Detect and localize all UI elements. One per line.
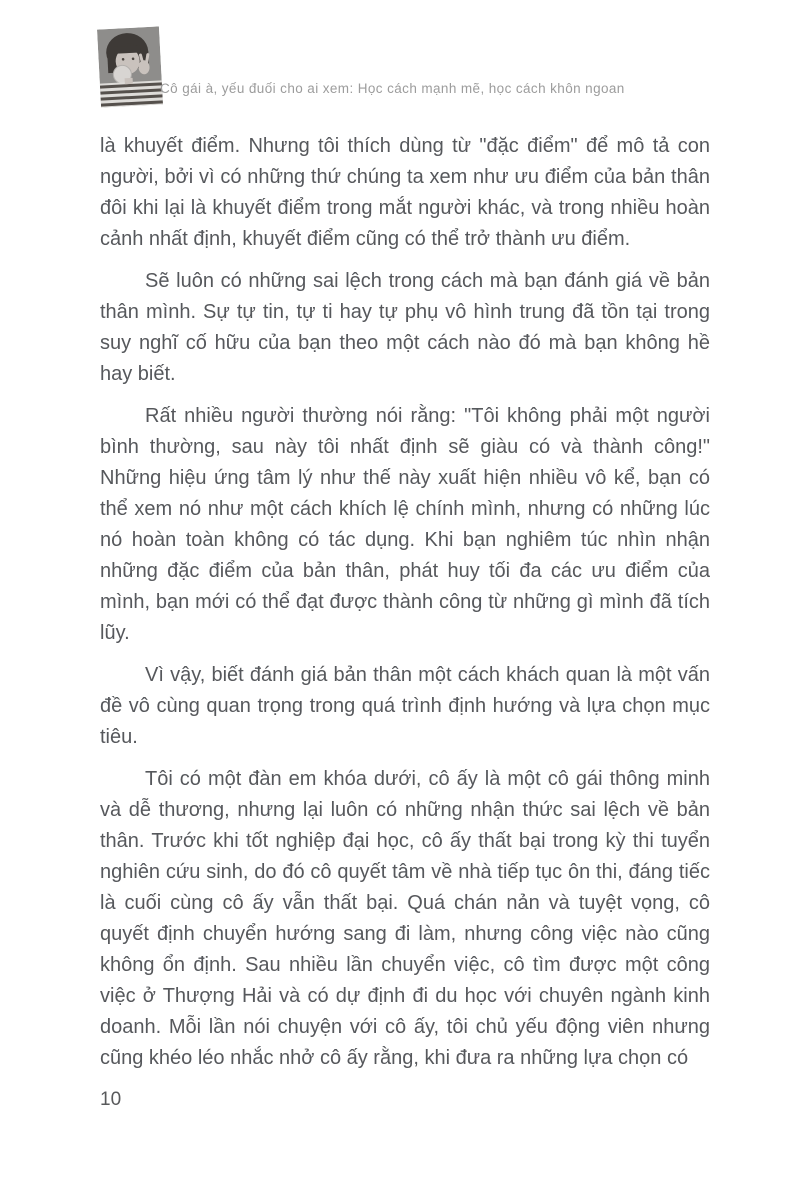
running-head-title: Cô gái à, yếu đuối cho ai xem: Học cách mạnh mẽ, học cách khôn ngoan [160,81,625,96]
girl-bubblegum-photo [97,26,163,107]
page-header [0,0,805,120]
page-number: 10 [100,1089,122,1110]
body-paragraph: Sẽ luôn có những sai lệch trong cách mà bạn đánh giá về bản thân mình. Sự tự tin, tự ti hay tự phụ vô hình trung đã tồn tại trong suy nghĩ cố hữu của bạn theo một cách nào đó mà bạn không hề hay biết. [100,270,710,385]
body-paragraph: Rất nhiều người thường nói rằng: "Tôi không phải một người bình thường, sau này tôi nhất định sẽ giàu có và thành công!" Những hiệu ứng tâm lý như thế này xuất hiện nhiều vô kể, bạn có thể xem nó như một cách khích lệ chính mình, nhưng có những lúc nó hoàn toàn không có tác dụng. Khi bạn nghiêm túc nhìn nhận những đặc điểm của bản thân, phát huy tối đa các ưu điểm của mình, bạn mới có thể đạt được thành công từ những gì mình đã tích lũy. [100,405,710,644]
body-paragraph: Vì vậy, biết đánh giá bản thân một cách khách quan là một vấn đề vô cùng quan trọng trong quá trình định hướng và lựa chọn mục tiêu. [100,664,710,748]
body-paragraph: là khuyết điểm. Nhưng tôi thích dùng từ "đặc điểm" để mô tả con người, bởi vì có những thứ chúng ta xem như ưu điểm của bản thân đôi khi lại là khuyết điểm trong mắt người khác, và trong nhiều hoàn cảnh nhất định, khuyết điểm cũng có thể trở thành ưu điểm. [100,135,710,250]
girl-bubblegum-photo-art [97,26,163,107]
page-body [100,131,710,1085]
body-paragraph: Tôi có một đàn em khóa dưới, cô ấy là một cô gái thông minh và dễ thương, nhưng lại luôn có những nhận thức sai lệch về bản thân. Trước khi tốt nghiệp đại học, cô ấy thất bại trong kỳ thi tuyển nghiên cứu sinh, do đó cô quyết tâm về nhà tiếp tục ôn thi, đáng tiếc là cuối cùng cô ấy vẫn thất bại. Quá chán nản và tuyệt vọng, cô quyết định chuyển hướng sang đi làm, nhưng công việc nào cũng không ổn định. Sau nhiều lần chuyển việc, cô tìm được một công việc ở Thượng Hải và có dự định đi du học với chuyên ngành kinh doanh. Mỗi lần nói chuyện với cô ấy, tôi chủ yếu động viên nhưng cũng khéo léo nhắc nhở cô ấy rằng, khi đưa ra những lựa chọn có [100,768,710,1069]
